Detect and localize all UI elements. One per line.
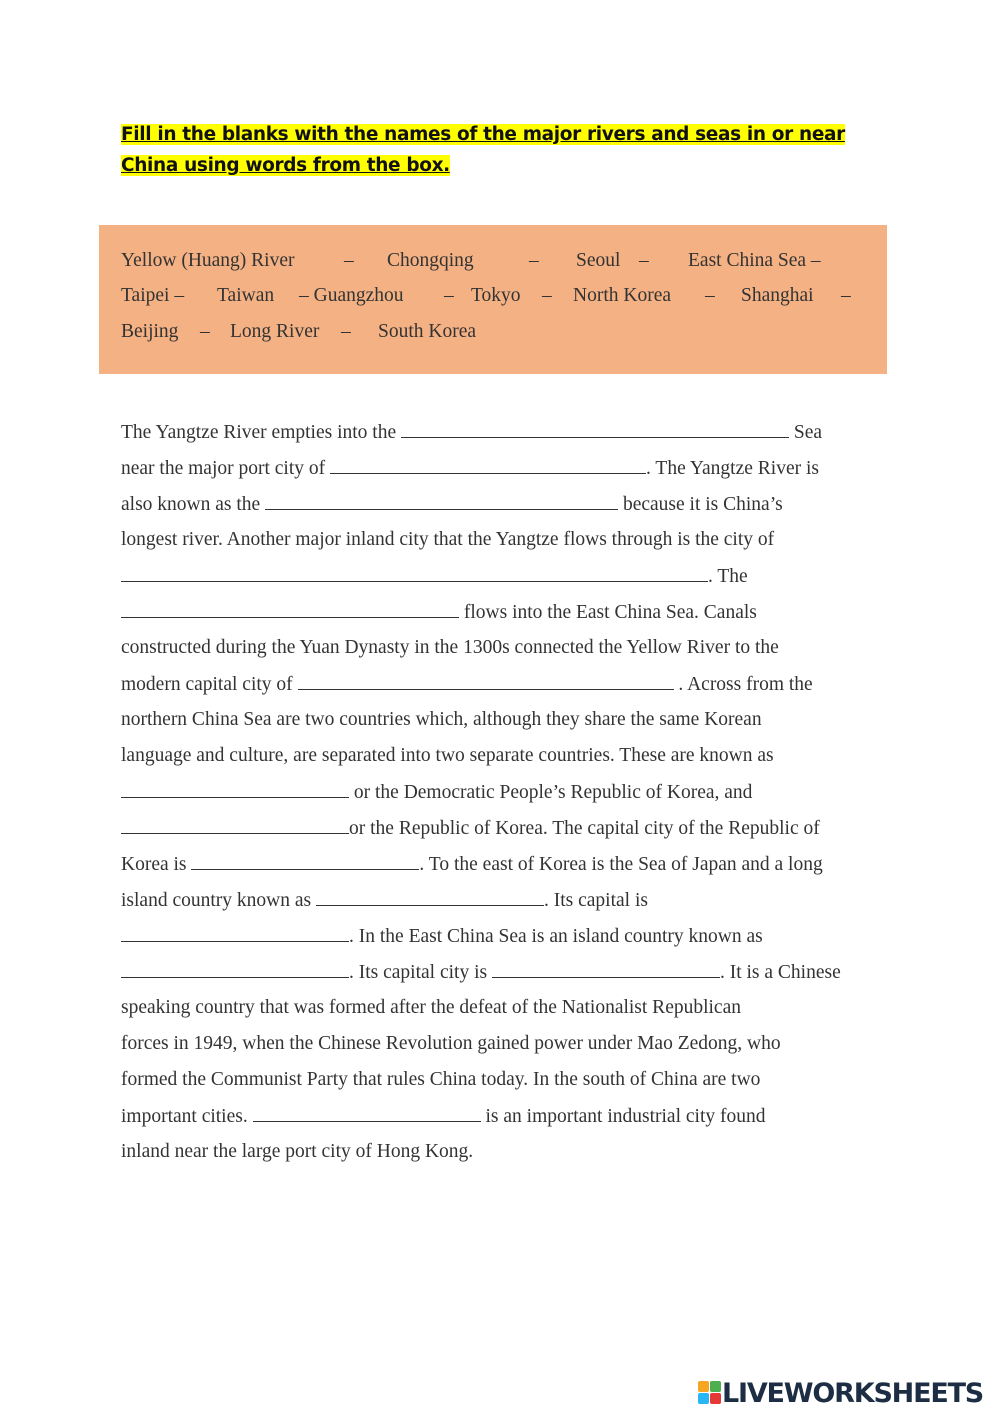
- blank-port-city-answer[interactable]: [330, 450, 646, 474]
- word-bank-separator: –: [705, 285, 715, 306]
- word-bank-item: Shanghai: [741, 285, 814, 306]
- word-bank-item: Tokyo: [471, 285, 521, 306]
- passage-text: modern capital city of: [121, 674, 293, 695]
- liveworksheets-logo-icon: [698, 1381, 722, 1405]
- passage-line: [121, 450, 891, 486]
- blank-inland-city-answer[interactable]: [121, 558, 708, 582]
- passage-line: [121, 738, 891, 774]
- passage-text: . It is a Chinese: [719, 962, 841, 983]
- word-bank-separator: –: [344, 250, 354, 271]
- passage-line: [121, 774, 891, 810]
- word-bank-item: East China Sea –: [688, 250, 821, 271]
- passage-line: [121, 630, 891, 666]
- passage-text: near the major port city of: [121, 458, 326, 479]
- passage-text: also known as the: [121, 494, 261, 515]
- blank-river-answer[interactable]: [121, 594, 459, 618]
- passage-text: The Yangtze River empties into the: [121, 422, 397, 443]
- passage-text: flows into the East China Sea. Canals: [463, 602, 757, 623]
- passage-line: [121, 1026, 891, 1062]
- passage-text: . Its capital is: [543, 890, 648, 911]
- passage-line: [121, 990, 891, 1026]
- instructions-text: Fill in the blanks with the names of the major rivers and seas in or near China using words from the box.: [121, 124, 845, 176]
- word-bank-item: South Korea: [378, 321, 477, 342]
- word-bank-item: Beijing: [121, 321, 179, 342]
- passage-text: speaking country that was formed after the defeat of the Nationalist Republican: [121, 997, 741, 1018]
- passage-text: is an important industrial city found: [485, 1106, 766, 1127]
- passage-line: [121, 1062, 891, 1098]
- blank-island-capital-answer[interactable]: [492, 954, 720, 978]
- passage-text: or the Democratic People’s Republic of Korea, and: [353, 782, 753, 803]
- word-bank-item: – Guangzhou: [299, 285, 404, 306]
- word-bank-separator: –: [341, 321, 351, 342]
- blank-river-name-answer[interactable]: [265, 486, 618, 510]
- word-bank-separator: –: [200, 321, 210, 342]
- passage-line: [121, 558, 891, 594]
- word-bank-item: Taipei –: [121, 285, 185, 306]
- passage-text: formed the Communist Party that rules China today. In the south of China are two: [121, 1069, 761, 1090]
- blank-south-country-answer[interactable]: [121, 810, 349, 834]
- passage-line: [121, 702, 891, 738]
- passage-text: island country known as: [121, 890, 312, 911]
- passage-text: because it is China’s: [622, 494, 783, 515]
- passage-line: [121, 954, 891, 990]
- word-bank-item: Long River: [230, 321, 320, 342]
- passage-text: inland near the large port city of Hong Kong.: [121, 1141, 474, 1162]
- word-bank-separator: –: [639, 250, 649, 271]
- passage-text: language and culture, are separated into two separate countries. These are known as: [121, 745, 774, 766]
- passage-text: . Its capital city is: [349, 962, 488, 983]
- blank-japan-capital-answer[interactable]: [121, 918, 349, 942]
- passage-text: Korea is: [121, 854, 187, 875]
- passage-text: Sea: [793, 422, 823, 443]
- word-bank-box: [99, 225, 887, 374]
- passage-line: [121, 810, 891, 846]
- passage-text: . The Yangtze River is: [646, 458, 819, 479]
- passage-text: constructed during the Yuan Dynasty in the 1300s connected the Yellow River to the: [121, 637, 779, 658]
- liveworksheets-logo: [698, 1378, 998, 1410]
- blank-korea-capital-answer[interactable]: [191, 846, 419, 870]
- passage-text: . In the East China Sea is an island country known as: [349, 926, 763, 947]
- blank-industrial-city-answer[interactable]: [253, 1098, 481, 1122]
- blank-island-country-answer[interactable]: [316, 882, 544, 906]
- passage-text: . The: [708, 566, 748, 587]
- passage-text: forces in 1949, when the Chinese Revolution gained power under Mao Zedong, who: [121, 1033, 781, 1054]
- passage-line: [121, 666, 891, 702]
- passage-text: or the Republic of Korea. The capital city of the Republic of: [349, 818, 820, 839]
- blank-east-china-sea-island-answer[interactable]: [121, 954, 349, 978]
- word-bank-item: Seoul: [576, 250, 621, 271]
- word-bank-separator: –: [529, 250, 539, 271]
- word-bank-separator: –: [542, 285, 552, 306]
- passage-line: [121, 846, 891, 882]
- passage-text: northern China Sea are two countries which, although they share the same Korean: [121, 709, 762, 730]
- liveworksheets-logo-text: LIVEWORKSHEETS: [722, 1378, 984, 1409]
- passage-line: [121, 1134, 891, 1170]
- instructions-heading: [121, 119, 881, 181]
- word-bank-item: Chongqing: [387, 250, 474, 271]
- word-bank-item: North Korea: [573, 285, 672, 306]
- passage-text: . Across from the: [678, 674, 813, 695]
- word-bank-item: Yellow (Huang) River: [121, 250, 295, 271]
- word-bank-item: Taiwan: [217, 285, 275, 306]
- word-bank-separator: –: [841, 285, 851, 306]
- passage-text: . To the east of Korea is the Sea of Japan and a long: [419, 854, 823, 875]
- passage-line: [121, 918, 891, 954]
- passage: [121, 414, 891, 1170]
- passage-line: [121, 414, 891, 450]
- blank-north-country-answer[interactable]: [121, 774, 349, 798]
- word-bank-separator: –: [444, 285, 454, 306]
- passage-line: [121, 882, 891, 918]
- blank-sea-answer[interactable]: [401, 414, 789, 438]
- passage-line: [121, 486, 891, 522]
- passage-line: [121, 1098, 891, 1134]
- passage-line: [121, 594, 891, 630]
- blank-capital-city-answer[interactable]: [298, 666, 674, 690]
- passage-text: important cities.: [121, 1106, 248, 1127]
- passage-text: longest river. Another major inland city that the Yangtze flows through is the city of: [121, 529, 775, 550]
- passage-line: [121, 522, 891, 558]
